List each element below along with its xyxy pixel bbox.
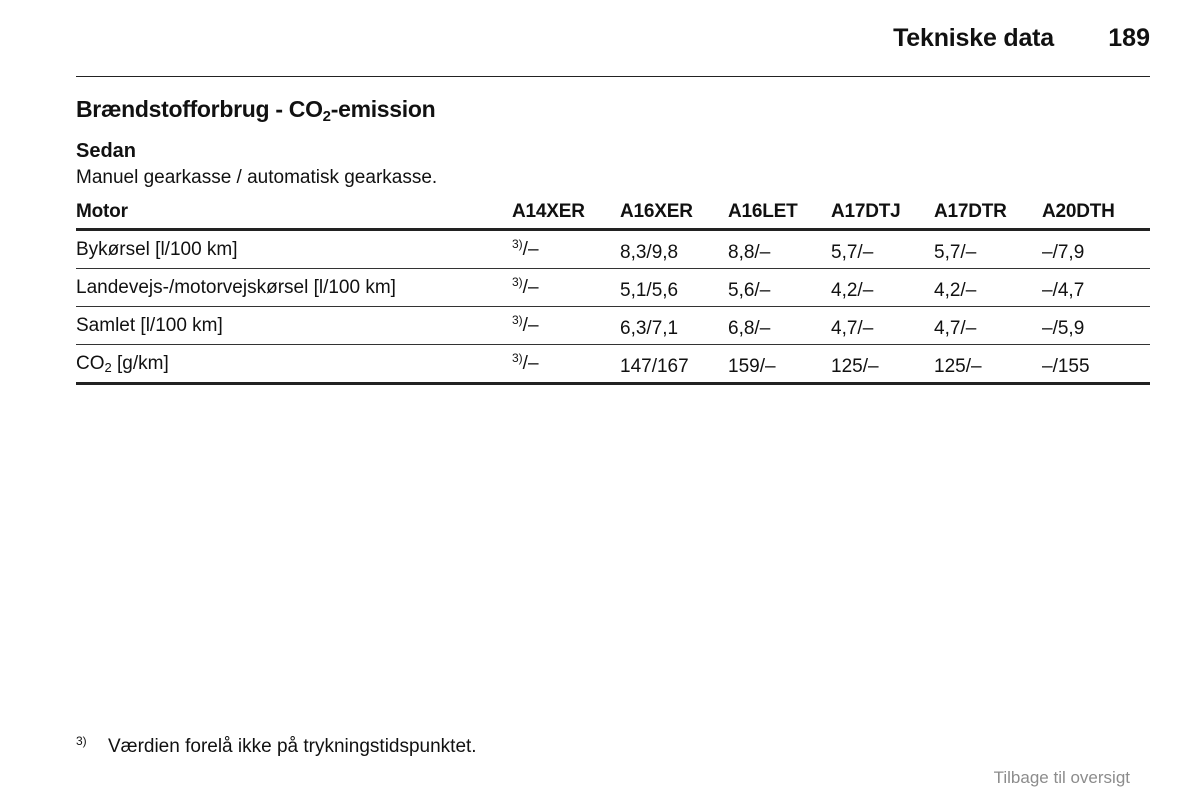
cell-value: –/7,9 bbox=[1042, 241, 1085, 263]
table-cell bbox=[512, 307, 620, 345]
cell-value: /– bbox=[522, 352, 539, 374]
header-title: Tekniske data bbox=[893, 24, 1054, 52]
table-cell bbox=[831, 345, 934, 384]
cell-value: 6,8/– bbox=[728, 317, 771, 339]
table-cell bbox=[728, 230, 831, 269]
table-row bbox=[76, 307, 1150, 345]
table-cell bbox=[620, 269, 728, 307]
table-row bbox=[76, 269, 1150, 307]
table-cell bbox=[1042, 345, 1150, 384]
column-header: A17DTJ bbox=[831, 196, 934, 230]
cell-value: 4,7/– bbox=[831, 317, 874, 339]
page-number: 189 bbox=[1108, 24, 1150, 52]
cell-value: 5,7/– bbox=[831, 241, 874, 263]
section-title-suffix: -emission bbox=[330, 96, 436, 122]
table-cell bbox=[512, 230, 620, 269]
cell-value: 5,7/– bbox=[934, 241, 977, 263]
table-cell bbox=[934, 307, 1042, 345]
page-header bbox=[76, 0, 1150, 77]
table-header-row bbox=[76, 196, 1150, 230]
table-cell bbox=[620, 345, 728, 384]
cell-value: 8,3/9,8 bbox=[620, 241, 679, 263]
row-label-suffix: [g/km] bbox=[111, 352, 169, 374]
column-header: A17DTR bbox=[934, 196, 1042, 230]
column-header: A14XER bbox=[512, 196, 620, 230]
table-cell bbox=[934, 269, 1042, 307]
row-label: Samlet [l/100 km] bbox=[76, 307, 512, 345]
cell-value: 5,1/5,6 bbox=[620, 279, 679, 301]
table-cell bbox=[728, 345, 831, 384]
cell-value: –/4,7 bbox=[1042, 279, 1085, 301]
row-label-prefix: CO bbox=[76, 352, 105, 374]
row-label: Landevejs-/motorvejskørsel [l/100 km] bbox=[76, 269, 512, 307]
table-row bbox=[76, 230, 1150, 269]
cell-value: /– bbox=[522, 238, 539, 260]
cell-value: 6,3/7,1 bbox=[620, 317, 679, 339]
row-label bbox=[76, 345, 512, 384]
column-header: A20DTH bbox=[1042, 196, 1150, 230]
footnote: 3) Værdien forelå ikke på trykningstidspunktet. bbox=[76, 734, 477, 757]
footnote-reference: 3) bbox=[512, 236, 523, 251]
section-title-prefix: Brændstofforbrug - CO bbox=[76, 96, 323, 122]
row-label-subscript: 2 bbox=[104, 359, 112, 375]
table-cell bbox=[512, 345, 620, 384]
consumption-table bbox=[76, 196, 1150, 385]
table-cell bbox=[934, 345, 1042, 384]
section-title bbox=[76, 96, 435, 123]
cell-value: 4,7/– bbox=[934, 317, 977, 339]
subsection-description: Manuel gearkasse / automatisk gearkasse. bbox=[76, 167, 438, 188]
section-title-subscript: 2 bbox=[322, 108, 331, 125]
table-cell bbox=[728, 307, 831, 345]
table-cell bbox=[512, 269, 620, 307]
cell-value: /– bbox=[522, 314, 539, 336]
cell-value: 147/167 bbox=[620, 355, 689, 377]
cell-value: 5,6/– bbox=[728, 279, 771, 301]
footnote-reference: 3) bbox=[512, 350, 523, 365]
cell-value: 4,2/– bbox=[934, 279, 977, 301]
footnote-reference: 3) bbox=[512, 274, 523, 289]
table-cell bbox=[831, 269, 934, 307]
back-to-overview-link[interactable]: Tilbage til oversigt bbox=[993, 768, 1130, 787]
cell-value: 125/– bbox=[831, 355, 879, 377]
cell-value: –/5,9 bbox=[1042, 317, 1085, 339]
footnote-reference: 3) bbox=[512, 312, 523, 327]
cell-value: 4,2/– bbox=[831, 279, 874, 301]
column-header: A16LET bbox=[728, 196, 831, 230]
table-cell bbox=[1042, 230, 1150, 269]
cell-value: /– bbox=[522, 276, 539, 298]
footnote-text: Værdien forelå ikke på trykningstidspunktet. bbox=[108, 736, 477, 757]
cell-value: 159/– bbox=[728, 355, 776, 377]
table-cell bbox=[934, 230, 1042, 269]
table-cell bbox=[1042, 269, 1150, 307]
column-header: A16XER bbox=[620, 196, 728, 230]
subsection-title: Sedan bbox=[76, 140, 137, 162]
table-cell bbox=[1042, 307, 1150, 345]
table-row bbox=[76, 345, 1150, 384]
cell-value: 125/– bbox=[934, 355, 982, 377]
table-cell bbox=[831, 307, 934, 345]
cell-value: –/155 bbox=[1042, 355, 1090, 377]
column-header: Motor bbox=[76, 196, 512, 230]
cell-value: 8,8/– bbox=[728, 241, 771, 263]
table-cell bbox=[620, 307, 728, 345]
row-label: Bykørsel [l/100 km] bbox=[76, 230, 512, 269]
table-cell bbox=[620, 230, 728, 269]
table-cell bbox=[831, 230, 934, 269]
table-cell bbox=[728, 269, 831, 307]
